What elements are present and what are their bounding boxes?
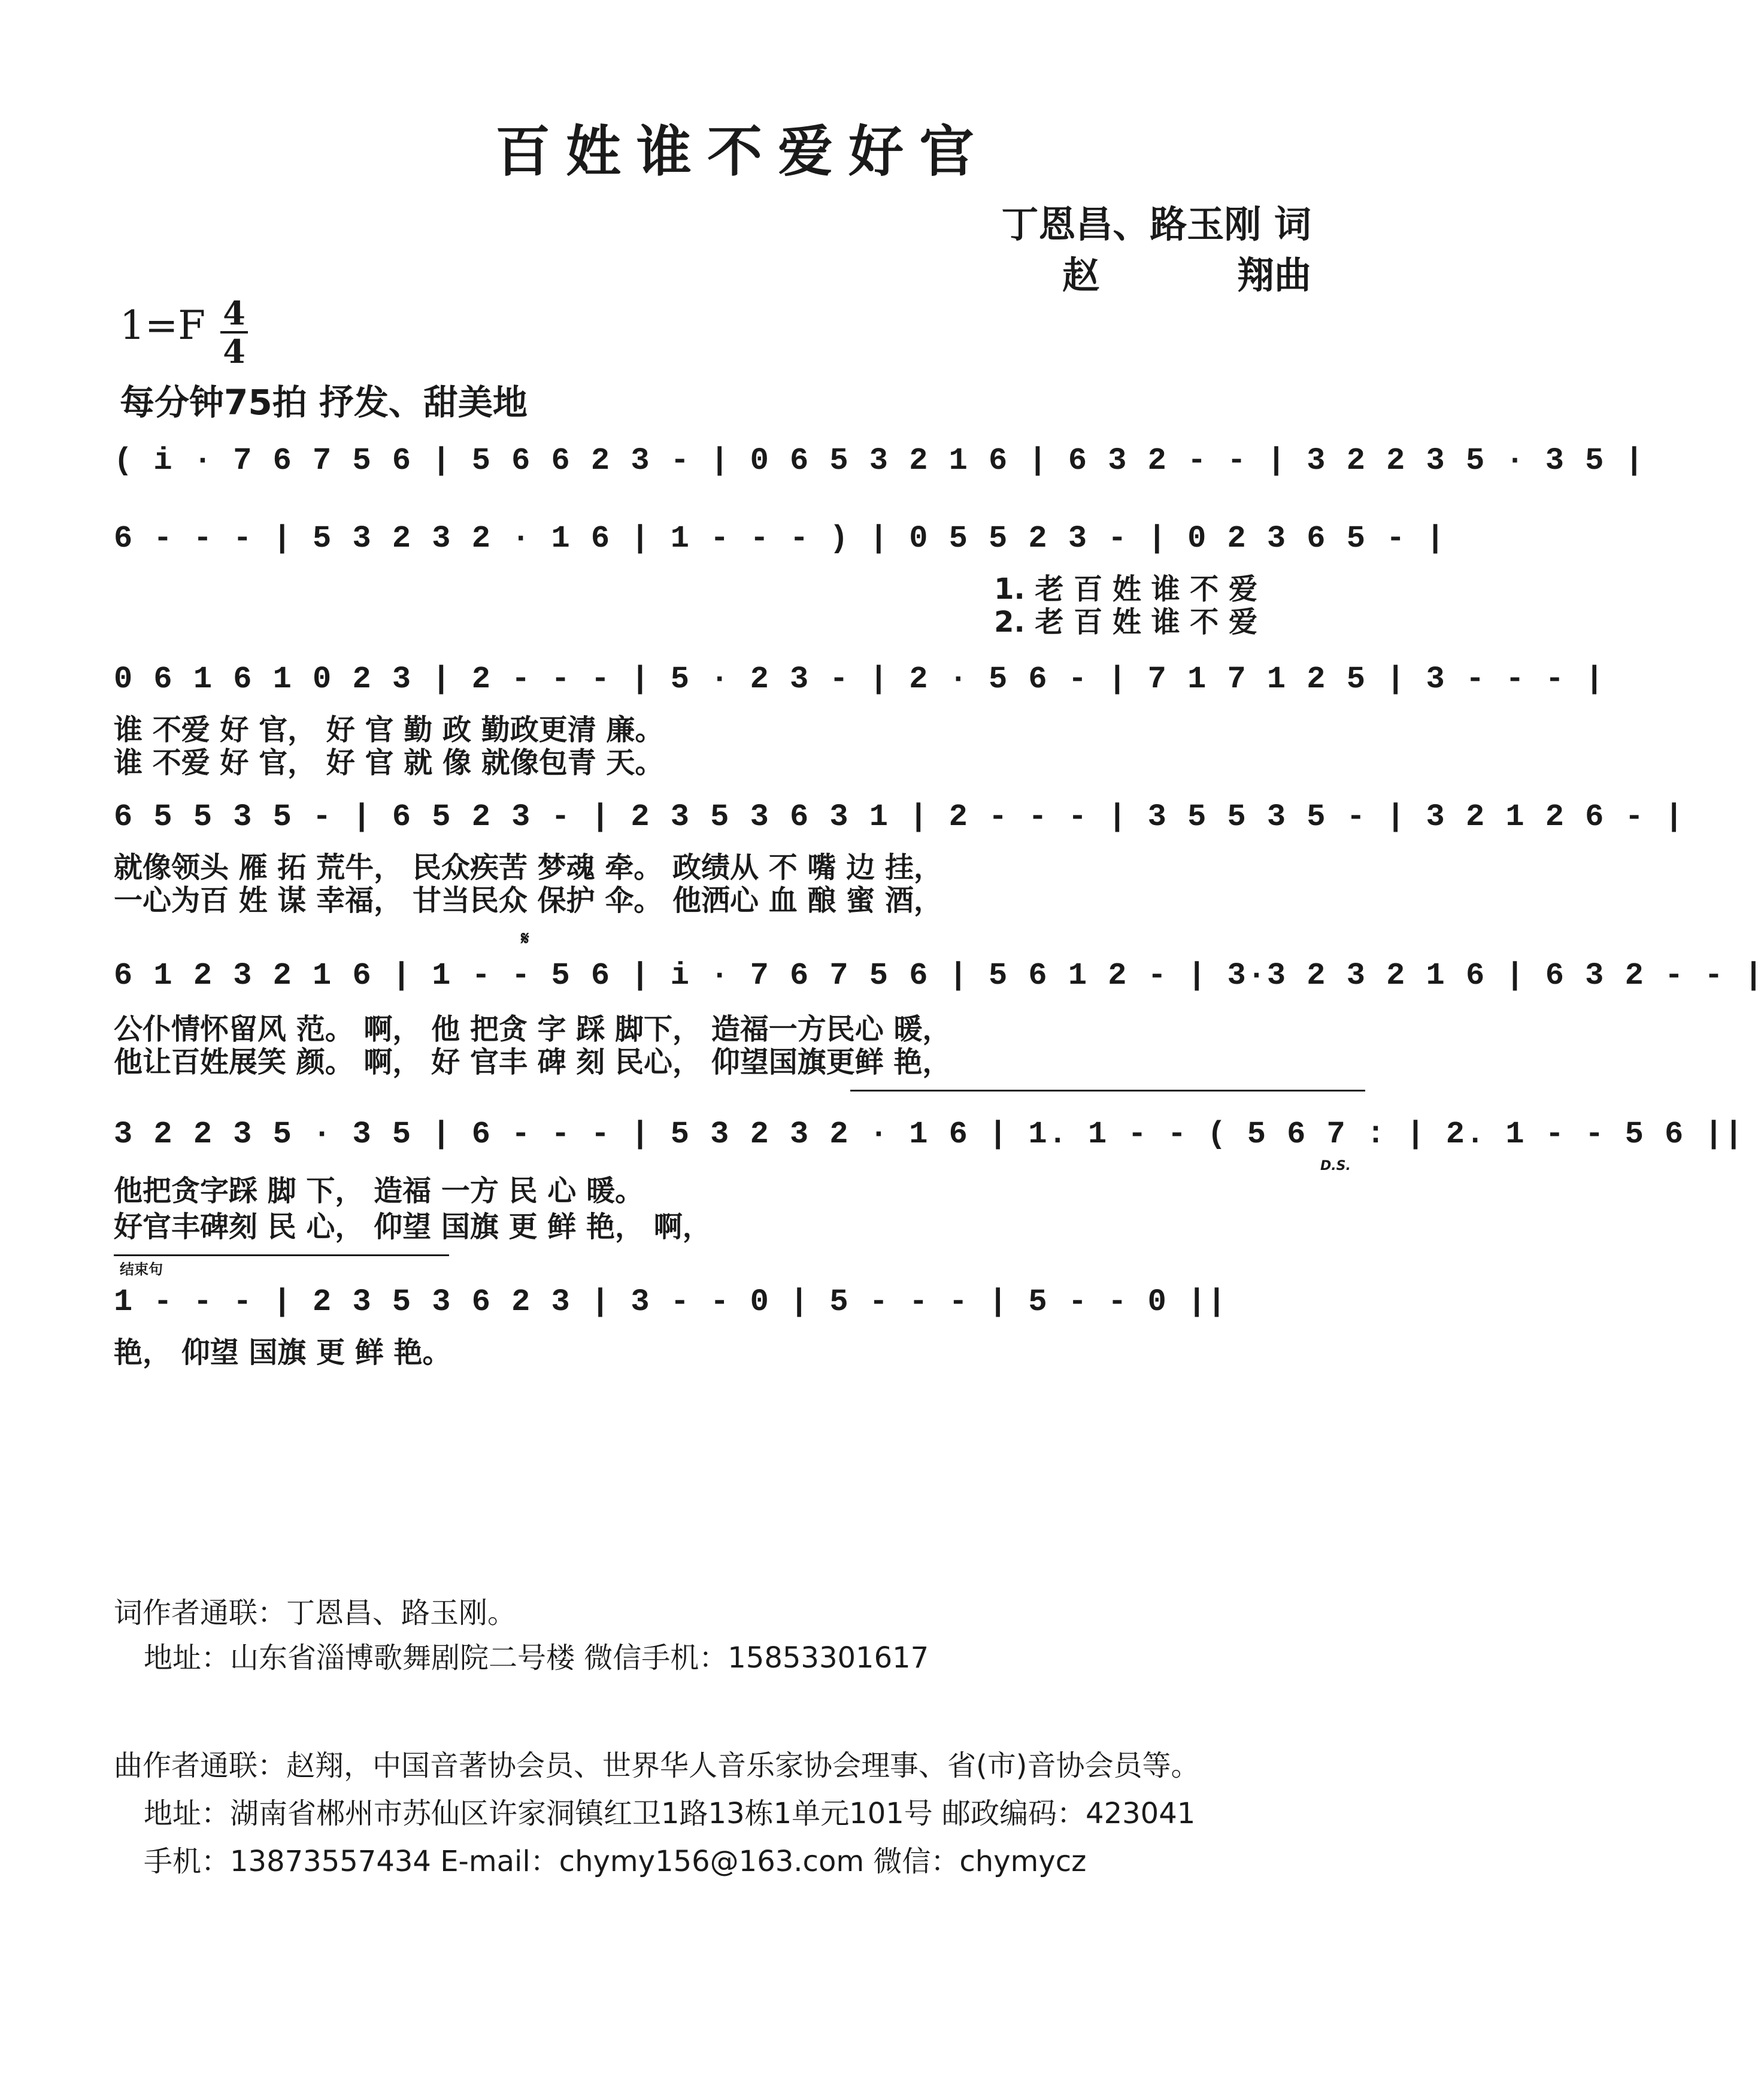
ending-bracket-line: [114, 1254, 449, 1256]
lyric-line-4-verse-2: 一心为百 姓 谋 幸福， 甘当民众 保护 伞。 他洒心 血 酿 蜜 酒，: [114, 884, 942, 917]
lyricist-credit: 丁恩昌、路玉刚 词: [1001, 202, 1311, 246]
lyric-line-5-verse-2: 他让百姓展笑 颜。 啊， 好 官丰 碑 刻 民心， 仰望国旗更鲜 艳，: [114, 1045, 951, 1079]
time-signature-bottom: 4: [223, 332, 245, 371]
lyricist-contact-heading: 词作者通联：丁恩昌、路玉刚。: [114, 1596, 517, 1630]
composer-credit: [1062, 245, 1311, 299]
lyricist-contact-address: 地址：山东省淄博歌舞剧院二号楼 微信手机：15853301617: [144, 1641, 929, 1675]
composer-surname: 赵: [1062, 253, 1099, 297]
composer-contact-heading: 曲作者通联：赵翔，中国音著协会员、世界华人音乐家协会理事、省(市)音协会员等。: [114, 1749, 1200, 1782]
segno-sign: 𝄋: [521, 927, 529, 950]
lyric-line-2-verse-2: 2. 老 百 姓 谁 不 爱: [994, 605, 1257, 639]
lyric-line-2-verse-1: 1. 老 百 姓 谁 不 爱: [994, 572, 1257, 606]
notation-line-4: 6 5 5 3 5 - | 6 5 2 3 - | 2 3 5 3 6 3 1 | 2 - - - | 3 5 5 3 5 - | 3 2 1 2 6 - |: [114, 799, 1685, 835]
lyric-line-3-verse-1: 谁 不爱 好 官， 好 官 勤 政 勤政更清 廉。: [114, 713, 664, 747]
lyric-line-5-verse-1: 公仆情怀留风 范。 啊， 他 把贪 字 踩 脚下， 造福一方民心 暖，: [114, 1012, 951, 1046]
lyric-line-7: 艳， 仰望 国旗 更 鲜 艳。: [114, 1336, 451, 1369]
composer-contact-phone: 手机：13873557434 E-mail：chymy156@163.com 微信：chymycz: [144, 1845, 1087, 1878]
composer-name-rest: 翔曲: [1236, 253, 1311, 297]
key-signature: 1=F: [120, 302, 206, 348]
time-signature-top: 4: [223, 294, 245, 332]
ds-mark: D.S.: [1320, 1159, 1351, 1174]
song-title: 百姓谁不爱好官: [495, 120, 990, 184]
notation-line-6: 3 2 2 3 5 · 3 5 | 6 - - - | 5 3 2 3 2 · 1 6 | 1. 1 - - ( 5 6 7 : | 2. 1 - - 5 6 ||: [114, 1117, 1744, 1152]
volta-bracket-line: [850, 1090, 1365, 1092]
notation-line-5: 6 1 2 3 2 1 6 | 1 - - 5 6 | i · 7 6 7 5 6 | 5 6 1 2 - | 3·3 2 3 2 1 6 | 6 3 2 - - |: [114, 958, 1764, 993]
lyric-line-6-verse-2: 好官丰碑刻 民 心， 仰望 国旗 更 鲜 艳， 啊，: [114, 1210, 711, 1244]
notation-line-2: 6 - - - | 5 3 2 3 2 · 1 6 | 1 - - - ) | 0 5 5 2 3 - | 0 2 3 6 5 - |: [114, 521, 1446, 556]
tempo-marking: 每分钟75拍 抒发、甜美地: [120, 382, 528, 423]
lyric-line-3-verse-2: 谁 不爱 好 官， 好 官 就 像 就像包青 天。: [114, 746, 664, 780]
composer-contact-address: 地址：湖南省郴州市苏仙区许家洞镇红卫1路13栋1单元101号 邮政编码：423041: [144, 1797, 1196, 1830]
time-signature: [220, 294, 248, 371]
notation-line-3: 0 6 1 6 1 0 2 3 | 2 - - - | 5 · 2 3 - | 2 · 5 6 - | 7 1 7 1 2 5 | 3 - - - |: [114, 662, 1605, 697]
notation-line-7: 1 - - - | 2 3 5 3 6 2 3 | 3 - - 0 | 5 - - - | 5 - - 0 ||: [114, 1284, 1227, 1320]
ending-label: 结束句: [120, 1261, 163, 1278]
lyric-line-6-verse-1: 他把贪字踩 脚 下， 造福 一方 民 心 暖。: [114, 1174, 644, 1208]
notation-line-1: ( i · 7 6 7 5 6 | 5 6 6 2 3 - | 0 6 5 3 2 1 6 | 6 3 2 - - | 3 2 2 3 5 · 3 5 |: [114, 443, 1645, 478]
lyric-line-4-verse-1: 就像领头 雁 拓 荒牛， 民众疾苦 梦魂 牵。 政绩从 不 嘴 边 挂，: [114, 851, 942, 884]
